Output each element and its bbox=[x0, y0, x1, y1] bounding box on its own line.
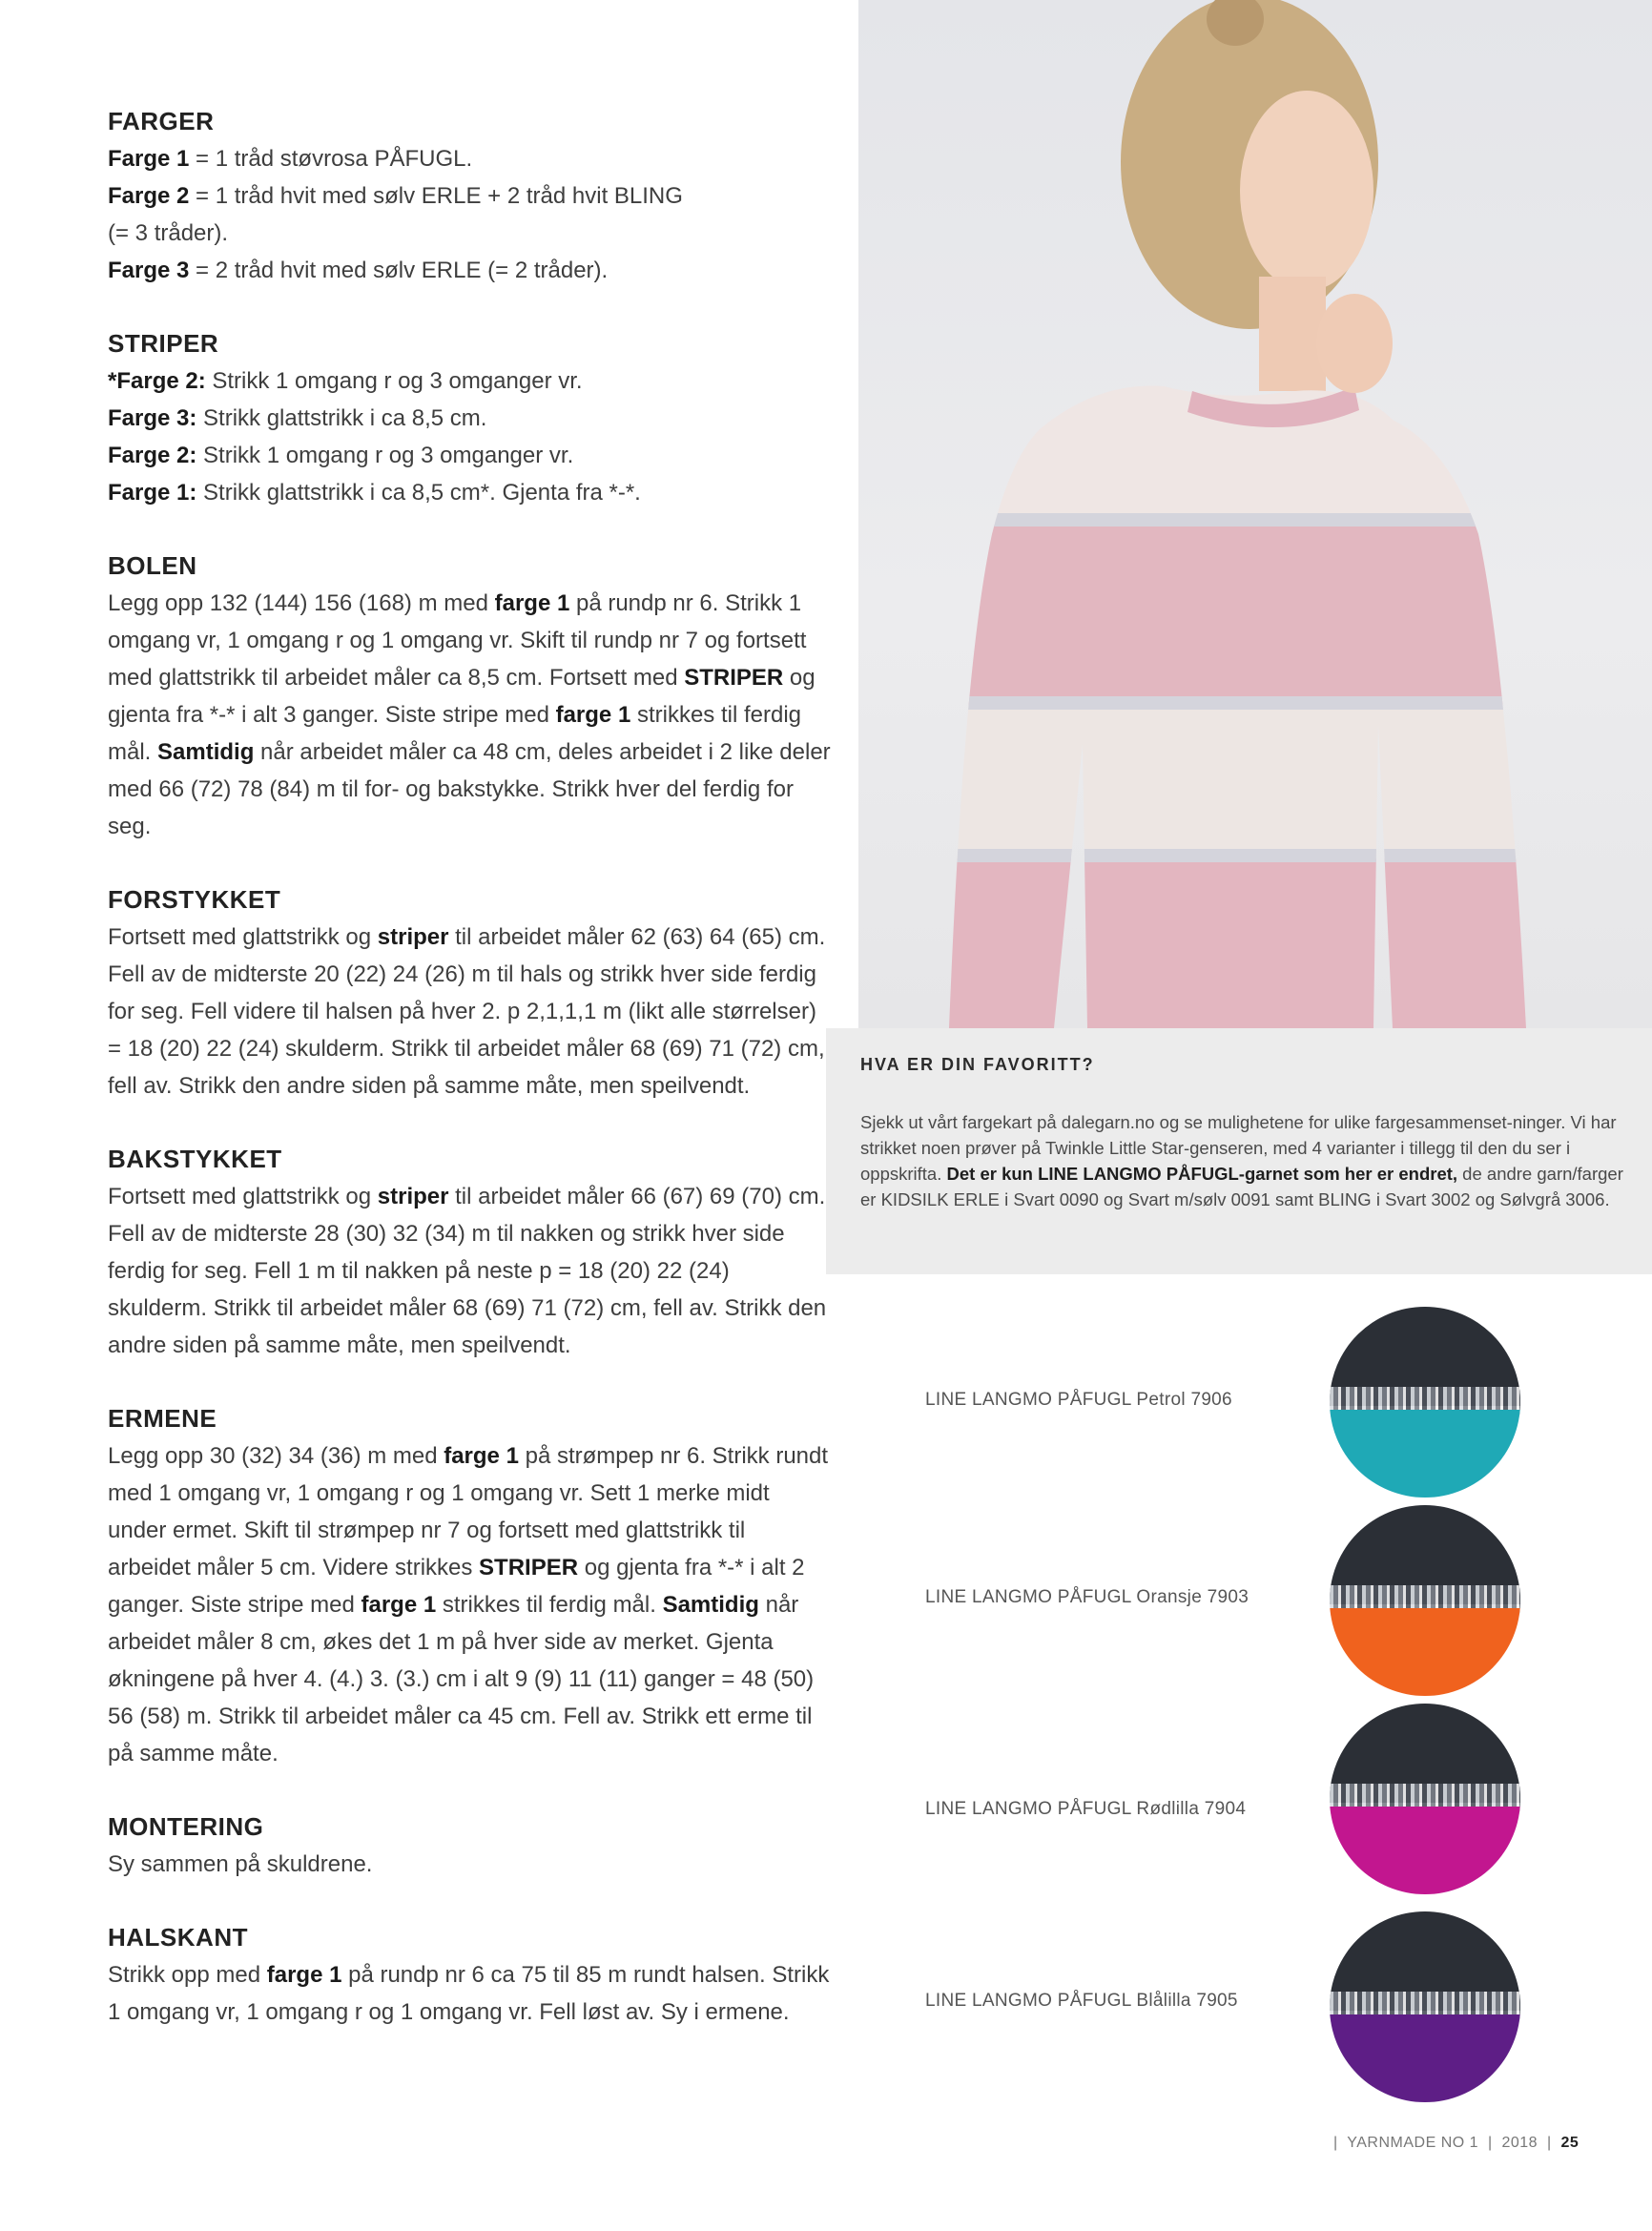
instructions-column bbox=[108, 103, 833, 2067]
section-halskant bbox=[108, 1919, 833, 2031]
yarn-swatch-oransje bbox=[1330, 1505, 1520, 1696]
section-body: Fortsett med glattstrikk og striper til arbeidet måler 62 (63) 64 (65) cm. Fell av de midterste 20 (22) 24 (26) m til hals og strikk hver side ferdig for seg. Fell videre til halsen på hver 2. p 2,1,1,1 m (likt alle størrelser) = 18 (20) 22 (24) skulderm. Strikk til arbeidet måler 68 (69) 71 (72) cm, fell av. Strikk den andre siden på samme måte, men speilvendt. bbox=[108, 924, 826, 1099]
section-body: Strikk opp med farge 1 på rundp nr 6 ca 75 til 85 m rundt halsen. Strikk 1 omgang vr, 1 omgang r og 1 omgang vr. Fell løst av. Sy i ermene. bbox=[108, 1962, 830, 2025]
section-body: Legg opp 30 (32) 34 (36) m med farge 1 på strømpep nr 6. Strikk rundt med 1 omgang vr, 1 omgang r og 1 omgang vr. Sett 1 merke midt under ermet. Skift til strømpep nr 7 og fortsett med glattstrikk til arbeidet måler 5 cm. Videre strikkes STRIPER og gjenta fra *-* i alt 2 ganger. Siste stripe med farge 1 strikkes til ferdig mål. Samtidig når arbeidet måler 8 cm, økes det 1 m på hver side av merket. Gjenta økningene på hver 4. (4.) 3. (3.) cm i alt 9 (9) 11 (11) ganger = 48 (50) 56 (58) m. Strikk til arbeidet måler ca 45 cm. Fell av. Strikk ett erme til på samme måte. bbox=[108, 1443, 829, 1766]
section-title: FORSTYKKET bbox=[108, 885, 281, 914]
section-forstykket bbox=[108, 881, 833, 1105]
swatch-color bbox=[1330, 1410, 1520, 1498]
section-body: Legg opp 132 (144) 156 (168) m med farge 1 på rundp nr 6. Strikk 1 omgang vr, 1 omgang r og 1 omgang vr. Skift til rundp nr 7 og fortsett med glattstrikk til arbeidet måler ca 8,5 cm. Fortsett med STRIPER og gjenta fra *-* i alt 3 ganger. Siste stripe med farge 1 strikkes til ferdig mål. Samtidig når arbeidet måler ca 48 cm, deles arbeidet i 2 like deler med 66 (72) 78 (84) m til for- og bakstykke. Strikk hver del ferdig for seg. bbox=[108, 590, 831, 839]
section-title: BOLEN bbox=[108, 551, 197, 580]
section-bakstykket bbox=[108, 1141, 833, 1364]
section-montering bbox=[108, 1808, 833, 1883]
page-number: 25 bbox=[1560, 2135, 1580, 2151]
yarn-swatch-blalilla bbox=[1330, 1911, 1520, 2102]
face-shape bbox=[1240, 91, 1373, 291]
hand-shape bbox=[1316, 294, 1393, 393]
magazine-name: YARNMADE NO 1 bbox=[1347, 2135, 1479, 2151]
favorite-info-box bbox=[826, 1028, 1652, 1274]
section-ermene bbox=[108, 1400, 833, 1772]
info-box-body: Sjekk ut vårt fargekart på dalegarn.no og se mulighetene for ulike fargesammenset-ninger. Vi har strikket noen prøver på Twinkle Little Star-genseren, med 4 varianter i tillegg til den du ser i oppskrifta. Det er kun LINE LANGMO PÅFUGL-garnet som her er endret, de andre garn/farger er KIDSILK ERLE i Svart 0090 og Svart m/sølv 0091 samt BLING i Svart 3002 og Sølvgrå 3006. bbox=[860, 1112, 1623, 1209]
magazine-year: 2018 bbox=[1501, 2135, 1538, 2151]
section-title: STRIPER bbox=[108, 329, 219, 358]
section-body: *Farge 2: Strikk 1 omgang r og 3 omganger vr. Farge 3: Strikk glattstrikk i ca 8,5 cm. Farge 2: Strikk 1 omgang r og 3 omganger vr. Farge 1: Strikk glattstrikk i ca 8,5 cm*. Gjenta fra *-*. bbox=[108, 368, 641, 506]
swatch-label-rodlilla: LINE LANGMO PÅFUGL Rødlilla 7904 bbox=[925, 1799, 1247, 1819]
section-striper bbox=[108, 325, 833, 511]
swatch-label-blalilla: LINE LANGMO PÅFUGL Blålilla 7905 bbox=[925, 1991, 1238, 2011]
model-photo bbox=[858, 0, 1652, 1028]
section-title: MONTERING bbox=[108, 1812, 264, 1841]
section-title: BAKSTYKKET bbox=[108, 1145, 282, 1173]
section-body: Fortsett med glattstrikk og striper til arbeidet måler 66 (67) 69 (70) cm. Fell av de midterste 28 (30) 32 (34) m til nakken og strikk hver side ferdig for seg. Fell 1 m til nakken på neste p = 18 (20) 22 (24) skulderm. Strikk til arbeidet måler 68 (69) 71 (72) cm, fell av. Strikk den andre siden på samme måte, men speilvendt. bbox=[108, 1184, 827, 1358]
swatch-color bbox=[1330, 1608, 1520, 1696]
section-title: ERMENE bbox=[108, 1404, 217, 1433]
section-bolen bbox=[108, 547, 833, 845]
section-body: Sy sammen på skuldrene. bbox=[108, 1851, 373, 1877]
swatch-label-oransje: LINE LANGMO PÅFUGL Oransje 7903 bbox=[925, 1587, 1249, 1607]
swatch-color bbox=[1330, 1807, 1520, 1894]
page-footer: | YARNMADE NO 1 | 2018 | 25 bbox=[1333, 2135, 1580, 2151]
section-body: Farge 1 = 1 tråd støvrosa PÅFUGL. Farge 2 = 1 tråd hvit med sølv ERLE + 2 tråd hvit BLING (= 3 tråder). Farge 3 = 2 tråd hvit med sølv ERLE (= 2 tråder). bbox=[108, 146, 683, 283]
sweater-illustration bbox=[858, 0, 1652, 1028]
section-title: FARGER bbox=[108, 107, 215, 135]
neck-shape bbox=[1259, 277, 1326, 391]
sweater-stripes bbox=[858, 362, 1652, 1028]
swatch-color bbox=[1330, 2014, 1520, 2102]
yarn-swatch-rodlilla bbox=[1330, 1704, 1520, 1894]
info-box-title: HVA ER DIN FAVORITT? bbox=[860, 1055, 1095, 1074]
section-title: HALSKANT bbox=[108, 1923, 248, 1952]
yarn-swatch-petrol bbox=[1330, 1307, 1520, 1498]
section-farger bbox=[108, 103, 833, 289]
swatch-label-petrol: LINE LANGMO PÅFUGL Petrol 7906 bbox=[925, 1390, 1232, 1410]
